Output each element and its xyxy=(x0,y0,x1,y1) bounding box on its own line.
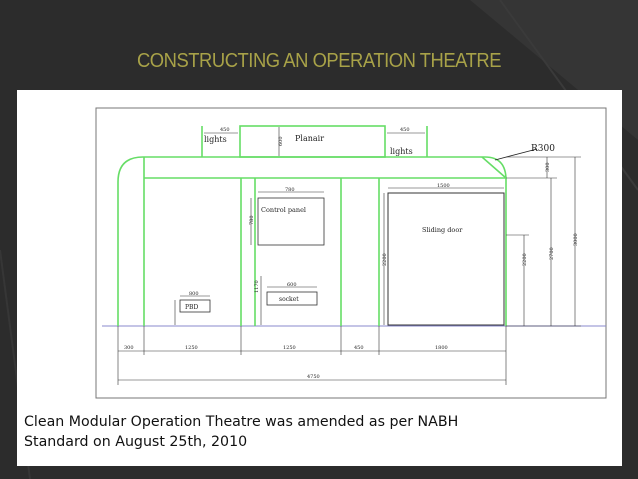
side-height-3-dim: 3000 xyxy=(573,233,579,246)
control-panel-height-dim: 780 xyxy=(249,215,255,225)
door-height-dim: 2200 xyxy=(382,253,388,266)
overall-width-dim: 4750 xyxy=(307,374,320,380)
socket-width-dim: 600 xyxy=(287,282,297,288)
sliding-door-label: Sliding door xyxy=(422,226,463,234)
lights-left-dim: 450 xyxy=(220,127,230,133)
r300-label: R300 xyxy=(531,144,555,154)
top-offset-dim: 300 xyxy=(545,162,551,172)
lights-left-label: lights xyxy=(204,135,227,144)
socket-label: socket xyxy=(279,296,299,303)
side-height-1-dim: 2200 xyxy=(522,253,528,266)
bottom-dim-5: 1800 xyxy=(435,345,448,351)
bottom-dim-2: 1250 xyxy=(185,345,198,351)
bottom-dim-4: 450 xyxy=(354,345,364,351)
caption-line-2: Standard on August 25th, 2010 xyxy=(24,434,248,450)
door-width-dim: 1500 xyxy=(437,183,450,189)
lights-right-label: lights xyxy=(390,147,413,156)
pbd-width-dim: 800 xyxy=(189,291,199,297)
content-panel xyxy=(17,90,622,466)
socket-height-dim: 1170 xyxy=(254,280,260,293)
planair-height-dim: 600 xyxy=(278,136,284,146)
pbd-label: PBD xyxy=(185,304,199,311)
caption xyxy=(24,412,614,452)
slide-title: CONSTRUCTING AN OPERATION THEATRE xyxy=(136,50,502,72)
control-panel-label: Control panel xyxy=(261,206,306,214)
planair-label: Planair xyxy=(295,134,325,143)
floor-plan-drawing xyxy=(17,90,622,400)
bottom-dim-3: 1250 xyxy=(283,345,296,351)
drawing-frame xyxy=(96,108,606,398)
bottom-dim-1: 300 xyxy=(124,345,134,351)
control-panel-width-dim: 780 xyxy=(285,187,295,193)
lights-right-dim: 450 xyxy=(400,127,410,133)
side-height-2-dim: 2700 xyxy=(549,247,555,260)
sliding-door-box xyxy=(388,193,504,325)
caption-line-1: Clean Modular Operation Theatre was amended as per NABH xyxy=(24,414,459,430)
